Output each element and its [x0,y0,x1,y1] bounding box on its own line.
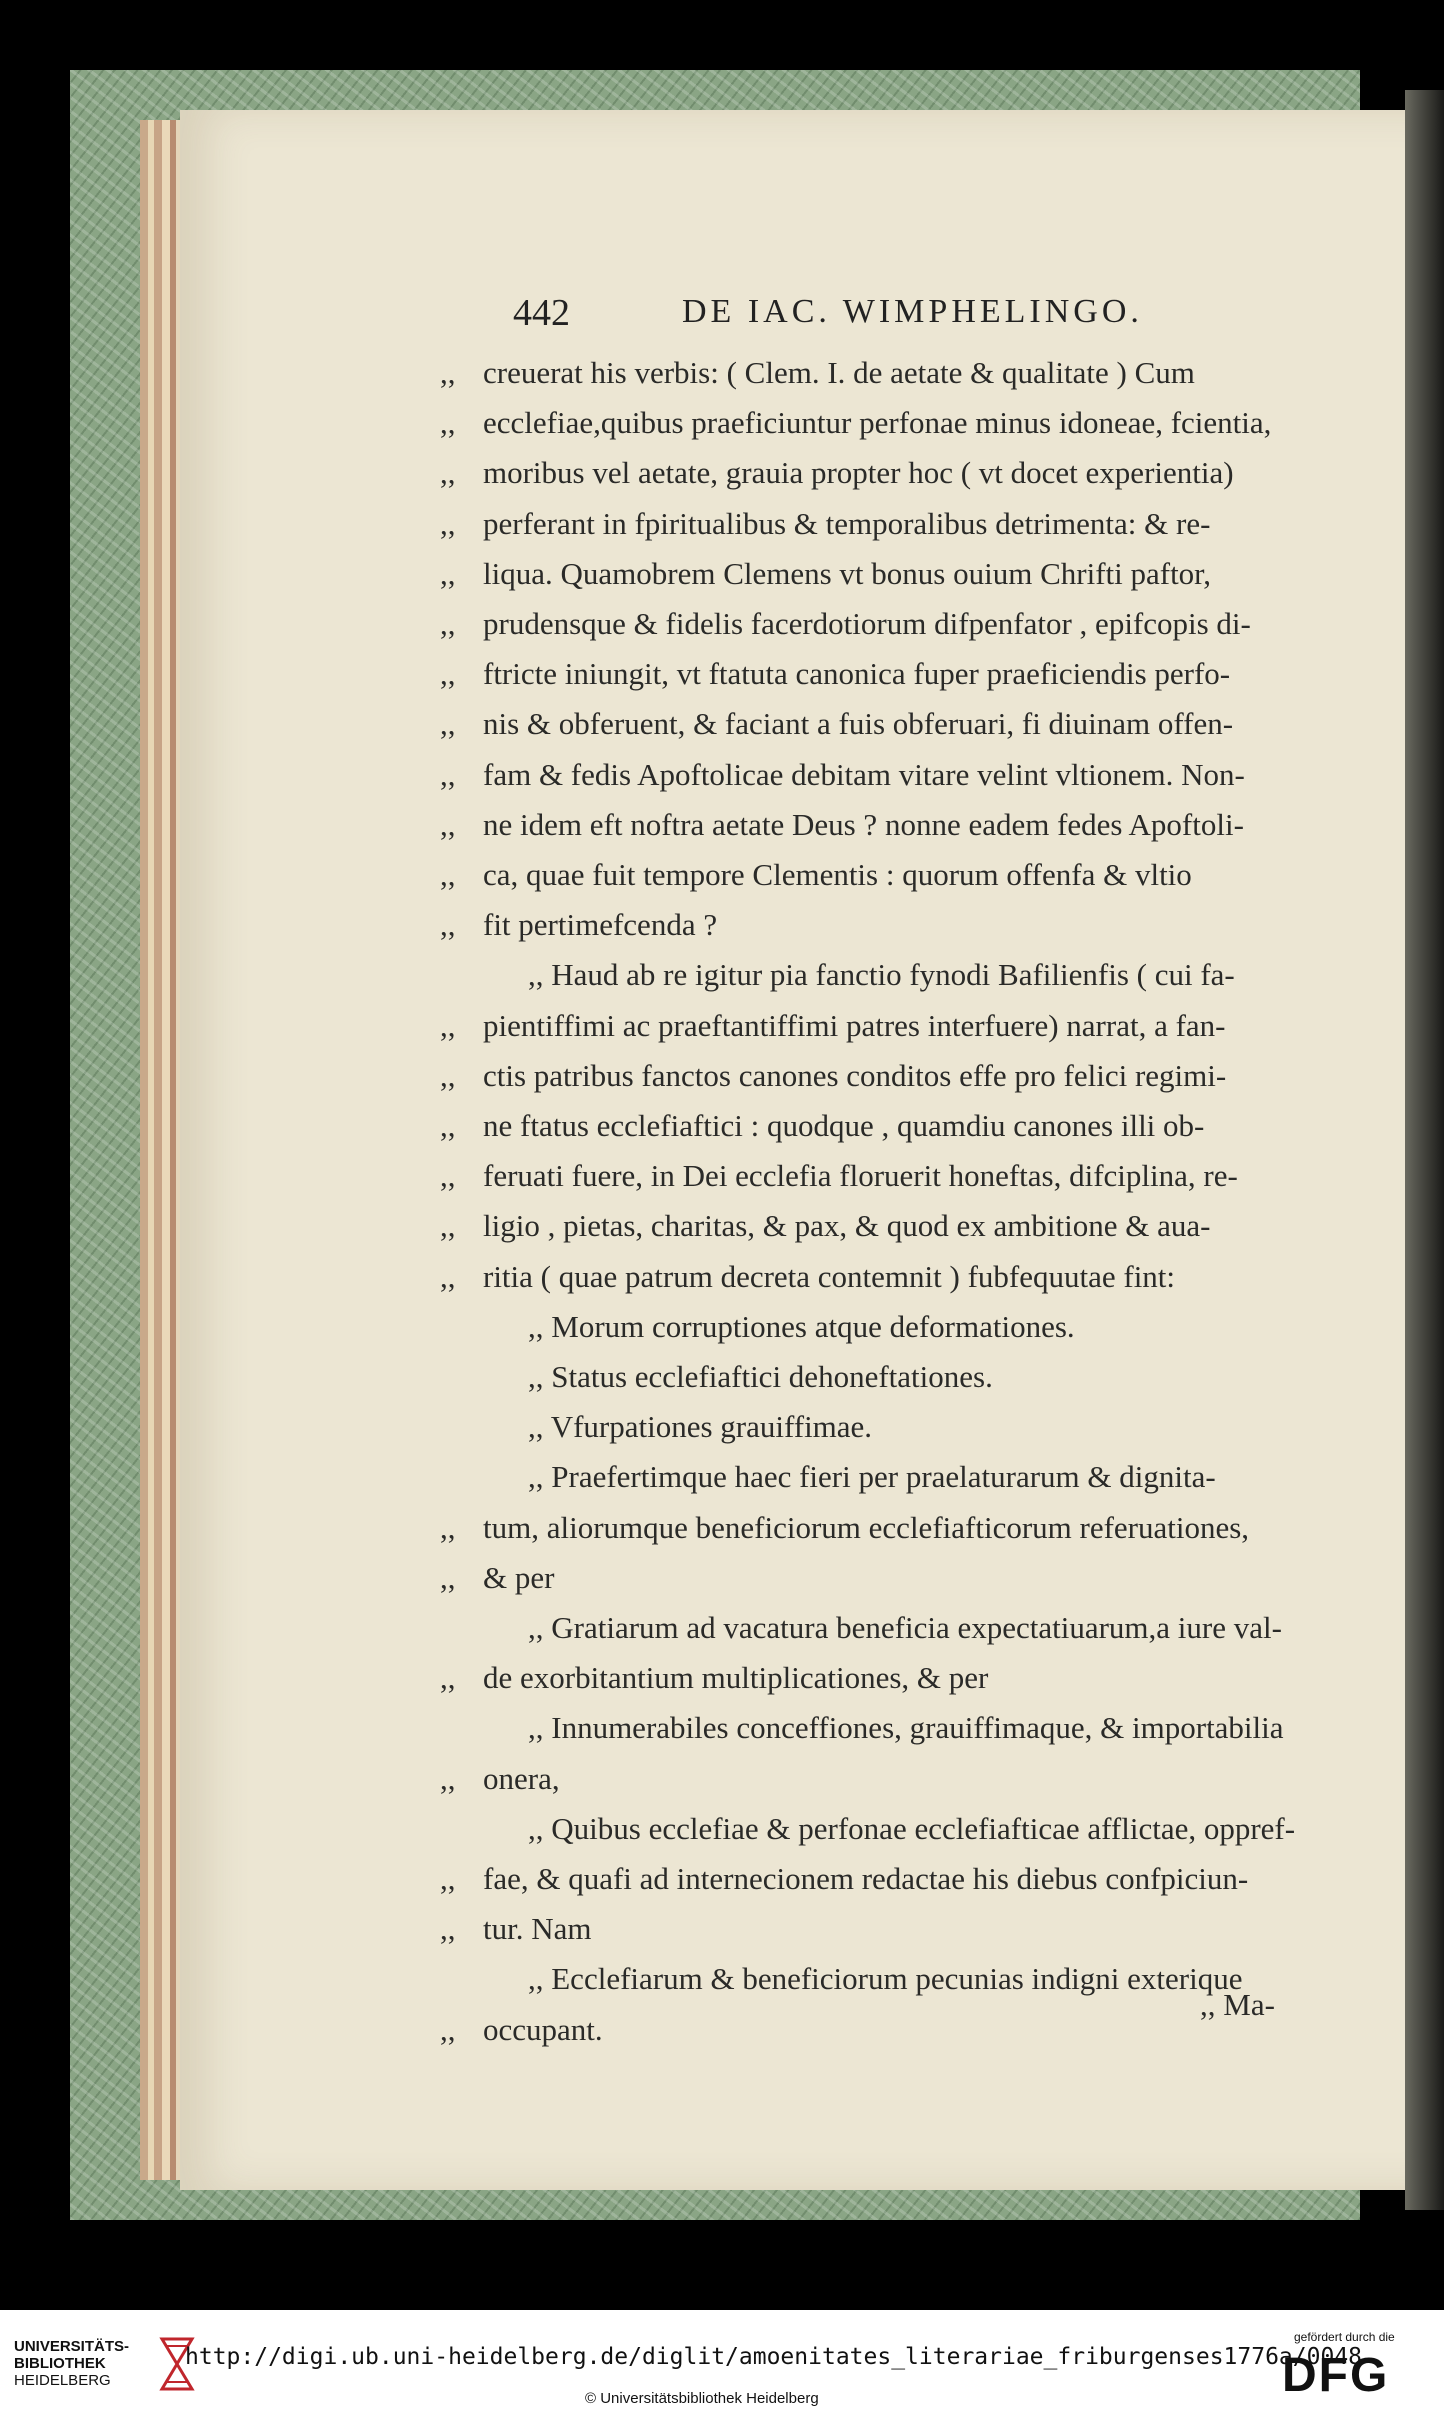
catchword: ,, Ma- [1200,1987,1275,2022]
line-text: nis & obferuent, & faciant a fuis obferuari, fi diuinam offen- [483,706,1234,742]
quote-mark: ,, [440,756,456,792]
text-line [0,1409,1444,1459]
page-number: 442 [513,292,570,334]
line-text: ,, Morum corruptiones atque deformationes. [528,1308,1075,1344]
text-line [0,1560,1444,1610]
text-line [0,857,1444,907]
line-text: fam & fedis Apoftolicae debitam vitare velint vltionem. Non- [483,756,1245,792]
text-line [0,556,1444,606]
line-text: liqua. Quamobrem Clemens vt bonus ouium Chrifti paftor, [483,555,1212,591]
line-text: ,, Haud ab re igitur pia fanctio fynodi Bafilienfis ( cui fa- [528,957,1235,993]
text-line [0,1610,1444,1660]
line-text: tum, aliorumque beneficiorum ecclefiafticorum referuationes, [483,1509,1250,1545]
quote-mark: ,, [440,857,456,892]
quote-mark: ,, [440,455,456,491]
line-text: ne ftatus ecclefiaftici : quodque , quamdiu canones illi ob- [483,1108,1205,1143]
line-text: pientiffimi ac praeftantiffimi patres interfuere) narrat, a fan- [483,1007,1226,1043]
quote-mark: ,, [440,1208,456,1244]
line-text: ,, Status ecclefiaftici dehoneftationes. [528,1359,993,1394]
text-line [0,706,1444,756]
quote-mark: ,, [440,1108,456,1143]
quote-mark: ,, [440,405,456,441]
line-text: prudensque & fidelis facerdotiorum difpenfator , epifcopis di- [483,606,1251,641]
text-line [0,455,1444,505]
quote-mark: ,, [440,1258,456,1294]
text-line [0,957,1444,1007]
line-text: creuerat his verbis: ( Clem. I. de aetate & qualitate ) Cum [483,355,1195,390]
text-line [0,1158,1444,1208]
quote-mark: ,, [440,1861,456,1896]
quote-mark: ,, [440,2011,456,2047]
footer [0,2310,1444,2416]
line-text: ,, Gratiarum ad vacatura beneficia expectatiuarum,a iure val- [528,1610,1282,1645]
quote-mark: ,, [440,555,456,591]
running-head: DE IAC. WIMPHELINGO. [682,293,1143,330]
line-text: ,, Praefertimque haec fieri per praelaturarum & dignita- [528,1459,1216,1495]
line-text: ftricte iniungit, vt ftatuta canonica fuper praeficiendis perfo- [483,656,1231,692]
text-line [0,907,1444,957]
text-line [0,1058,1444,1108]
quote-mark: ,, [440,606,456,641]
text-line [0,1660,1444,1710]
line-text: fae, & quafi ad internecionem redactae his diebus confpiciun- [483,1861,1249,1896]
text-line [0,757,1444,807]
text-line [0,1008,1444,1058]
line-text: ,, Ecclefiarum & beneficiorum pecunias indigni exterique [528,1961,1243,1997]
text-line [0,807,1444,857]
quote-mark: ,, [440,907,456,943]
text-line [0,1108,1444,1158]
text-line [0,606,1444,656]
text-line [0,1811,1444,1861]
text-line [0,656,1444,706]
text-line [0,1259,1444,1309]
library-name-line1: UNIVERSITÄTS- [14,2338,130,2355]
quote-mark: ,, [440,706,456,742]
quote-mark: ,, [440,1057,456,1093]
dfg-logo: DFG [1282,2349,1390,2402]
line-text: ctis patribus fanctos canones conditos effe pro felici regimi- [483,1057,1227,1093]
page-header [0,291,1444,347]
text-line [0,355,1444,405]
line-text: perferant in fpiritualibus & temporalibus detrimenta: & re- [483,505,1211,541]
quote-mark: ,, [440,656,456,692]
line-text: ne idem eft noftra aetate Deus ? nonne eadem fedes Apoftoli- [483,806,1244,842]
quote-mark: ,, [440,505,456,541]
text-line [0,405,1444,455]
line-text: ,, Innumerabiles conceffiones, grauiffimaque, & importabilia [528,1710,1284,1746]
quote-mark: ,, [440,806,456,842]
page-url[interactable]: http://digi.ub.uni-heidelberg.de/diglit/amoenitates_literariae_friburgenses1776a/0048 [185,2344,1363,2370]
line-text: de exorbitantium multiplicationes, & per [483,1660,989,1696]
line-text: & per [483,1559,555,1595]
text-line [0,1761,1444,1811]
line-text: fit pertimefcenda ? [483,907,718,943]
library-logo [14,2338,129,2389]
line-text: tur. Nam [483,1911,592,1947]
line-text: ,, Quibus ecclefiae & perfonae ecclefiafticae afflictae, oppref- [528,1810,1296,1846]
quote-mark: ,, [440,355,456,390]
line-text: ritia ( quae patrum decreta contemnit ) fubfequutae fint: [483,1258,1176,1294]
text-line [0,1359,1444,1409]
text-line [0,1459,1444,1509]
text-line [0,1510,1444,1560]
line-text: onera, [483,1760,560,1796]
quote-mark: ,, [440,1559,456,1595]
quote-mark: ,, [440,1760,456,1796]
text-line [0,1911,1444,1961]
quote-mark: ,, [440,1158,456,1194]
line-text: moribus vel aetate, grauia propter hoc ( vt docet experientia) [483,455,1234,491]
text-line [0,1710,1444,1760]
funded-by-label: gefördert durch die [1294,2330,1395,2344]
line-text: ligio , pietas, charitas, & pax, & quod ex ambitione & aua- [483,1208,1211,1244]
text-line [0,1309,1444,1359]
text-line [0,506,1444,556]
copyright-notice: © Universitätsbibliothek Heidelberg [585,2390,819,2407]
line-text: feruati fuere, in Dei ecclefia floruerit honeftas, difciplina, re- [483,1158,1238,1194]
quote-mark: ,, [440,1911,456,1947]
line-text: ecclefiae,quibus praeficiuntur perfonae minus idoneae, fcientia, [483,405,1272,441]
quote-mark: ,, [440,1660,456,1696]
text-line [0,1861,1444,1911]
line-text: ca, quae fuit tempore Clementis : quorum offenfa & vltio [483,857,1192,892]
quote-mark: ,, [440,1509,456,1545]
line-text: ,, Vfurpationes grauiffimae. [528,1409,873,1445]
quote-mark: ,, [440,1007,456,1043]
line-text: occupant. [483,2011,603,2047]
library-name-line2: BIBLIOTHEK [14,2355,106,2372]
text-line [0,1208,1444,1258]
library-name-line3: HEIDELBERG [14,2372,111,2389]
